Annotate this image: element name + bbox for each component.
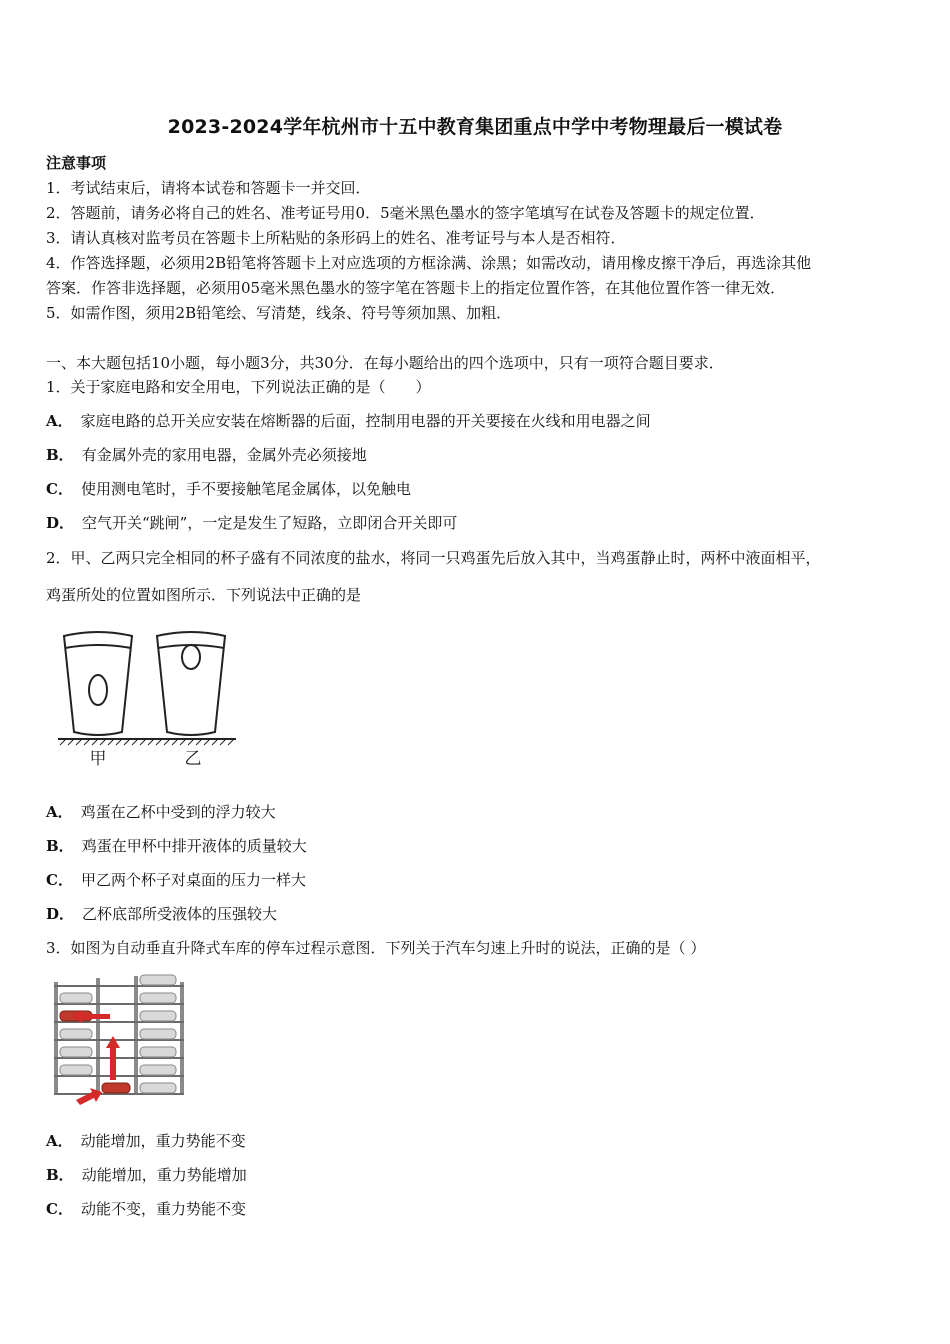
notice-item: 5．如需作图，须用2B铅笔绘、写清楚，线条、符号等须加黑、加粗．: [46, 304, 512, 322]
notice-item: 3．请认真核对监考员在答题卡上所粘贴的条形码上的姓名、准考证号与本人是否相符．: [46, 229, 626, 247]
option-letter: C．: [46, 480, 73, 498]
option-letter: D．: [46, 514, 75, 532]
option-letter: C．: [46, 871, 73, 889]
option-text: 有金属外壳的家用电器，金属外壳必须接地: [81, 446, 367, 464]
option-text: 鸡蛋在甲杯中排开液体的质量较大: [81, 837, 307, 855]
option-letter: B．: [46, 837, 74, 855]
parking-garage-figure: [46, 968, 191, 1110]
option-letter: C．: [46, 1200, 73, 1218]
option-text: 家庭电路的总开关应安装在熔断器的后面，控制用电器的开关要接在火线和用电器之间: [80, 412, 651, 430]
q3-option-c: [46, 1198, 910, 1219]
notice-item: 4．作答选择题，必须用2B铅笔将答题卡上对应选项的方框涂满、涂黑；如需改动，请用橡皮擦干净后，再选涂其他: [46, 254, 812, 272]
question-1-stem: 1．关于家庭电路和安全用电，下列说法正确的是（ ）: [46, 378, 431, 396]
question-2-stem-line2: 鸡蛋所处的位置如图所示．下列说法中正确的是: [46, 586, 362, 604]
q2-option-d: [46, 903, 910, 924]
question-3-stem: 3．如图为自动垂直升降式车库的停车过程示意图．下列关于汽车匀速上升时的说法，正确的是（ ）: [46, 939, 706, 957]
option-letter: B．: [46, 446, 74, 464]
q3-option-a: [46, 1130, 910, 1151]
option-letter: D．: [46, 905, 75, 923]
notice-item: 答案．作答非选择题，必须用05毫米黑色墨水的签字笔在答题卡上的指定位置作答，在其他位置作答一律无效．: [46, 279, 786, 297]
figure-label-yi: 乙: [184, 749, 202, 769]
option-text: 使用测电笔时，手不要接触笔尾金属体，以免触电: [80, 480, 411, 498]
figure-label-jia: 甲: [89, 749, 107, 769]
option-letter: A．: [46, 1132, 73, 1150]
option-text: 动能不变，重力势能不变: [80, 1200, 246, 1218]
q1-option-a: [46, 410, 910, 431]
option-text: 空气开关“跳闸”，一定是发生了短路，立即闭合开关即可: [82, 514, 458, 532]
q2-option-a: [46, 801, 910, 822]
cup-yi: [157, 632, 225, 735]
option-text: 鸡蛋在乙杯中受到的浮力较大: [80, 803, 276, 821]
q3-option-b: [46, 1164, 910, 1185]
section-intro: 一、本大题包括10小题，每小题3分，共30分．在每小题给出的四个选项中，只有一项符合题目要求．: [46, 354, 724, 372]
q1-option-c: [46, 478, 910, 499]
q2-option-c: [46, 869, 910, 890]
q1-option-d: [46, 512, 910, 533]
option-text: 甲乙两个杯子对桌面的压力一样大: [80, 871, 306, 889]
option-letter: A．: [46, 412, 73, 430]
exam-title: 2023-2024学年杭州市十五中教育集团重点中学中考物理最后一模试卷: [167, 116, 783, 138]
notice-heading: 注意事项: [46, 154, 107, 172]
q2-option-b: [46, 835, 910, 856]
notice-item: 2．答题前，请务必将自己的姓名、准考证号用0．5毫米黑色墨水的签字笔填写在试卷及答题卡的规定位置．: [46, 204, 765, 222]
cups-egg-figure: [56, 624, 241, 770]
cup-jia: [64, 632, 132, 735]
option-text: 动能增加，重力势能增加: [81, 1166, 247, 1184]
option-letter: B．: [46, 1166, 74, 1184]
q1-option-b: [46, 444, 910, 465]
option-text: 乙杯底部所受液体的压强较大: [82, 905, 278, 923]
option-letter: A．: [46, 803, 73, 821]
notice-item: 1．考试结束后，请将本试卷和答题卡一并交回．: [46, 179, 371, 197]
question-2-stem-line1: 2．甲、乙两只完全相同的杯子盛有不同浓度的盐水，将同一只鸡蛋先后放入其中，当鸡蛋静止时，两杯中液面相平，: [46, 549, 821, 567]
option-text: 动能增加，重力势能不变: [80, 1132, 246, 1150]
